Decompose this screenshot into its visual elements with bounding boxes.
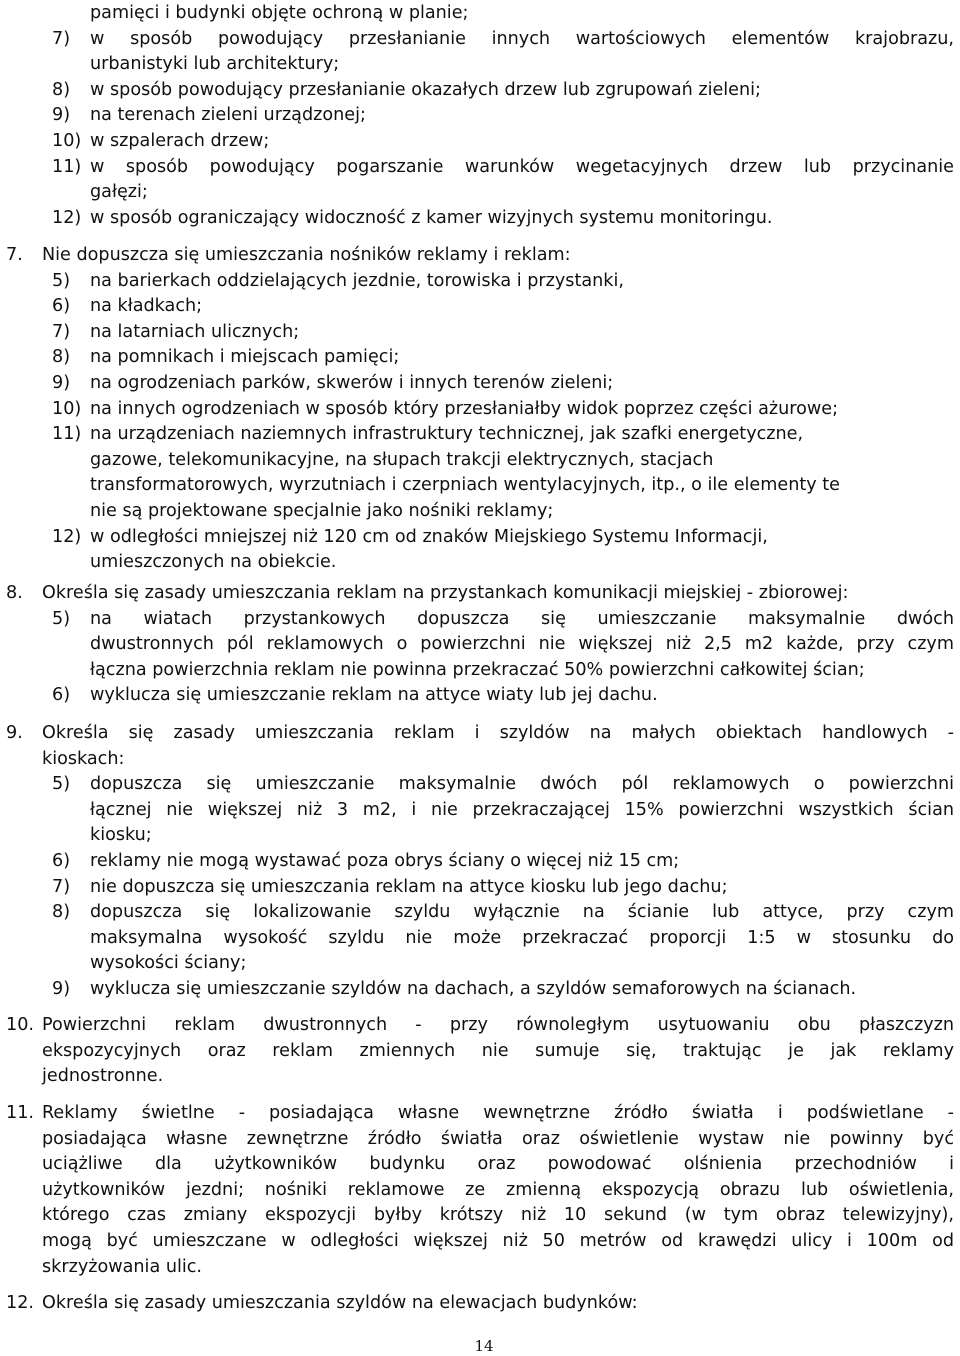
item-line: gazowe, telekomunikacyjne, na słupach trakcji elektrycznych, stacjach [90,449,714,470]
item-number: 10) [52,398,82,419]
list-item [0,397,960,423]
section-text: Określa się zasady umieszczania reklam i szyldów na małych obiektach handlowych - [42,723,954,743]
item-number: 8) [52,79,71,100]
section-text: Powierzchni reklam dwustronnych - przy równoległym usytuowaniu obu płaszczyzn [42,1015,954,1035]
list-item [0,269,960,295]
section-text: uciążliwe dla użytkowników budynku oraz powodować olśnienia przechodniów i [42,1154,954,1175]
item-number: 5) [52,774,71,795]
item-number: 5) [52,270,71,291]
section-heading [0,1291,960,1317]
item-line: na terenach zieleni urządzonej; [90,105,366,126]
section-heading [0,1013,960,1090]
list-item [0,422,960,524]
list-a-block [0,1,960,231]
list-item [0,78,960,104]
list-item [0,875,960,901]
list-item [0,683,960,709]
item-line: w sposób powodujący przesłanianie innych wartościowych elementów krajobrazu, [90,28,954,49]
section-heading [0,1101,960,1280]
section-number: 9. [6,723,23,743]
item-line: na barierkach oddzielających jezdnie, torowiska i przystanki, [90,270,624,291]
item-line: dwustronnych pól reklamowych o powierzchni nie większej niż 2,5 m2 każde, przy czym [90,634,954,655]
item-line: gałęzi; [90,182,148,203]
item-line: na ogrodzeniach parków, skwerów i innych terenów zieleni; [90,372,614,393]
item-line: urbanistyki lub architektury; [90,54,340,75]
section-text: jednostronne. [42,1066,164,1087]
section-text: którego czas zmiany ekspozycji byłby krótszy niż 10 sekund (w tym obraz telewizyjny), [42,1205,954,1226]
item-line: w sposób ograniczający widoczność z kamer wizyjnych systemu monitoringu. [90,207,773,228]
list-item [0,849,960,875]
item-line: na innych ogrodzeniach w sposób który przesłaniałby widok poprzez części ażurowe; [90,398,838,419]
item-line: transformatorowych, wyrzutniach i czerpniach wentylacyjnych, itp., o ile elementy te [90,475,840,496]
page-number: 14 [474,1337,494,1355]
list-item [0,772,960,849]
list-item [0,129,960,155]
item-number: 10) [52,130,82,151]
section-number: 7. [6,245,23,265]
item-number: 8) [52,347,71,368]
item-line: w sposób powodujący przesłanianie okazałych drzew lub zgrupowań zieleni; [90,79,761,100]
continuation-line: pamięci i budynki objęte ochroną w planie; [90,3,469,23]
item-number: 9) [52,105,71,126]
item-line: na pomnikach i miejscach pamięci; [90,347,400,368]
item-line: w odległości mniejszej niż 120 cm od znaków Miejskiego Systemu Informacji, [90,526,768,547]
item-line: maksymalna wysokość szyldu nie może przekraczać proporcji 1:5 w stosunku do [90,927,954,948]
item-number: 6) [52,850,71,871]
section-heading [0,243,960,269]
item-line: łączna powierzchnia reklam nie powinna przekraczać 50% powierzchni całkowitej ścian; [90,659,865,680]
section-12 [0,1291,960,1317]
list-item [0,294,960,320]
list-item [0,155,960,206]
item-line: kiosku; [90,825,152,846]
item-line: wyklucza się umieszczanie reklam na attyce wiaty lub jej dachu. [90,685,658,706]
list-item [0,320,960,346]
section-text: posiadająca własne zewnętrzne źródło światła oraz oświetlenie wystaw nie powinny być [42,1128,954,1149]
section-number: 11. [6,1103,34,1123]
section-11 [0,1101,960,1280]
item-line: umieszczonych na obiekcie. [90,552,337,573]
list-item [0,525,960,576]
item-line: nie są projektowane specjalnie jako nośniki reklamy; [90,500,554,521]
item-number: 6) [52,296,71,317]
section-text: Określa się zasady umieszczania reklam na przystankach komunikacji miejskiej - zbiorowej: [42,583,849,603]
item-line: na urządzeniach naziemnych infrastruktury technicznej, jak szafki energetyczne, [90,424,804,445]
section-text: mogą być umieszczane w odległości większej niż 50 metrów od krawędzi ulicy i 100m od [42,1230,954,1251]
item-number: 9) [52,372,71,393]
section-text: skrzyżowania ulic. [42,1256,203,1277]
item-line: nie dopuszcza się umieszczania reklam na attyce kiosku lub jego dachu; [90,876,728,897]
item-number: 11) [52,156,82,177]
section-text: ekspozycyjnych oraz reklam zmiennych nie sumuje się, traktując je jak reklamy [42,1040,954,1061]
section-text: Nie dopuszcza się umieszczania nośników reklamy i reklam: [42,245,571,265]
item-line: wysokości ściany; [90,953,247,974]
section-10 [0,1013,960,1090]
item-number: 6) [52,685,71,706]
section-heading [0,721,960,772]
item-number: 11) [52,424,82,445]
section-number: 10. [6,1015,34,1035]
section-text: użytkowników jezdni; nośniki reklamowe ze zmienną ekspozycją obrazu lub oświetlenia, [42,1179,954,1200]
item-line: reklamy nie mogą wystawać poza obrys ściany o więcej niż 15 cm; [90,850,680,871]
section-number: 8. [6,583,23,603]
section-number: 12. [6,1293,34,1313]
section-text: kioskach: [42,748,125,769]
item-line: dopuszcza się lokalizowanie szyldu wyłącznie na ścianie lub attyce, przy czym [90,902,954,923]
list-item [0,103,960,129]
item-number: 9) [52,978,71,999]
item-number: 7) [52,321,71,342]
section-9 [0,721,960,1003]
section-heading [0,581,960,607]
item-number: 7) [52,876,71,897]
section-7 [0,243,960,576]
item-number: 12) [52,526,82,547]
item-line: wyklucza się umieszczanie szyldów na dachach, a szyldów semaforowych na ścianach. [90,978,857,999]
item-number: 7) [52,28,71,49]
section-text: Określa się zasady umieszczania szyldów na elewacjach budynków: [42,1293,638,1313]
list-item [0,345,960,371]
item-line: na kładkach; [90,296,203,317]
list-item [0,607,960,684]
item-number: 12) [52,207,82,228]
item-number: 5) [52,608,71,629]
item-line: na latarniach ulicznych; [90,321,300,342]
list-item [0,27,960,78]
list-item [0,977,960,1003]
list-item [0,206,960,232]
item-line: w szpalerach drzew; [90,130,270,151]
list-item [0,900,960,977]
item-line: łącznej nie większej niż 3 m2, i nie przekraczającej 15% powierzchni wszystkich ścian [90,799,954,820]
section-8 [0,581,960,709]
item-number: 8) [52,902,71,923]
list-item [0,371,960,397]
item-line: na wiatach przystankowych dopuszcza się umieszczanie maksymalnie dwóch [90,608,954,629]
item-line: w sposób powodujący pogarszanie warunków wegetacyjnych drzew lub przycinanie [90,156,954,177]
section-text: Reklamy świetlne - posiadająca własne wewnętrzne źródło światła i podświetlane - [42,1103,954,1123]
item-line: dopuszcza się umieszczanie maksymalnie dwóch pól reklamowych o powierzchni [90,774,954,795]
